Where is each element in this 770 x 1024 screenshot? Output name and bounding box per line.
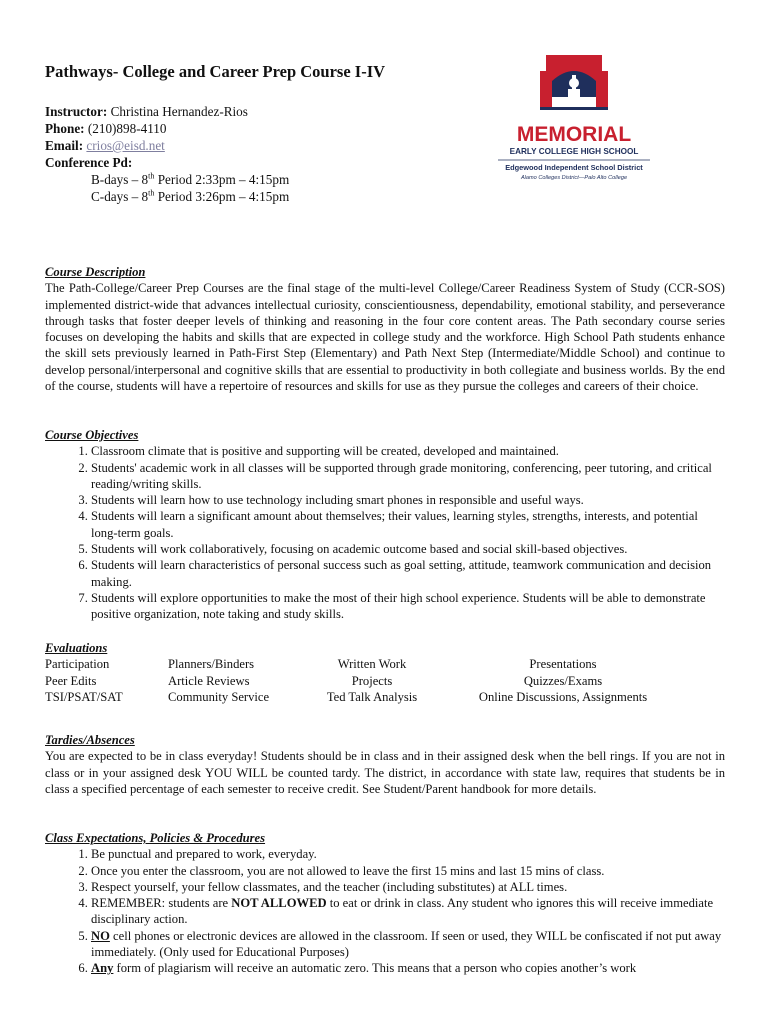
bdays-period: B-days – 8th Period 2:33pm – 4:15pm (91, 171, 290, 187)
list-item: 3. Students will learn how to use technology including smart phones in responsible and useful ways. (91, 492, 725, 508)
list-item: 6. Any form of plagiarism will receive an automatic zero. This means that a person who copies another’s work (91, 960, 725, 976)
list-item: 1. Classroom climate that is positive and supporting will be created, developed and maintained. (91, 443, 725, 459)
evaluation-item: Quizzes/Exams (523, 673, 603, 688)
school-crest-icon (488, 53, 660, 185)
list-item: 3. Respect yourself, your fellow classmates, and the teacher (including substitutes) at ALL times. (91, 879, 725, 895)
evaluation-item: Planners/Binders (168, 657, 255, 672)
course-description-section (45, 264, 725, 394)
instructor-info (45, 103, 289, 205)
expectations-list (45, 846, 725, 976)
document-title: Pathways- College and Career Prep Course I-IV (45, 62, 386, 81)
evaluations-section (45, 640, 725, 708)
email-label: Email: (45, 138, 84, 153)
instructor-label: Instructor: (45, 104, 108, 119)
instructor-line (45, 103, 289, 120)
tardies-text: You are expected to be in class everyday! Students should be in class and in their assigned desk when the bell rings. If you are not in class or in your assigned desk YOU WILL be counted tardy. The district, in accordance with state law, requires that students be in class a specified percentage of each semester to receive credit. See Student/Parent handbook for more details. (45, 749, 725, 796)
logo-district: Edgewood Independent School District (505, 163, 643, 172)
email-line (45, 137, 289, 154)
course-objectives-heading: Course Objectives (45, 428, 139, 442)
list-item: 7. Students will explore opportunities to make the most of their high school experience. Students will be able to demonstrate positive organization, note taking and study skills. (91, 590, 725, 623)
evaluation-item: Peer Edits (45, 673, 97, 688)
list-item: 2. Once you enter the classroom, you are not allowed to leave the first 15 mins and last 15 mins of class. (91, 863, 725, 879)
logo-partners: Alamo Colleges District—Palo Alto College (520, 175, 628, 181)
list-item: 6. Students will learn characteristics of personal success such as goal setting, attitude, teamwork communication and decision making. (91, 557, 725, 590)
list-item: 4. REMEMBER: students are NOT ALLOWED to eat or drink in class. Any student who ignores this will receive immediate disciplinary action. (91, 895, 725, 928)
evaluation-item: Participation (45, 657, 110, 672)
phone-number: (210)898-4110 (84, 121, 167, 136)
cdays-period: C-days – 8th Period 3:26pm – 4:15pm (91, 188, 290, 204)
course-objectives-section (45, 427, 725, 623)
evaluation-item: Ted Talk Analysis (326, 689, 418, 704)
evaluations-column-1 (45, 656, 123, 705)
email-link[interactable]: crios@eisd.net (86, 138, 165, 153)
evaluation-item: Article Reviews (168, 673, 250, 688)
evaluation-item: Online Discussions, Assignments (478, 689, 648, 704)
evaluation-item: Presentations (529, 657, 597, 672)
objectives-list (45, 443, 725, 622)
evaluations-column-3 (320, 656, 424, 705)
school-logo (488, 53, 660, 185)
evaluations-column-2 (168, 656, 269, 705)
evaluation-item: Written Work (337, 657, 407, 672)
phone-label: Phone: (45, 121, 85, 136)
evaluation-item: Projects (351, 673, 393, 688)
tardies-heading: Tardies/Absences (45, 733, 135, 747)
list-item: 1. Be punctual and prepared to work, everyday. (91, 846, 725, 862)
course-description-text: The Path-College/Career Prep Courses are the final stage of the multi-level College/Career Readiness System of Study (CCR-SOS) implemented district-wide that advances intellectual curiosity, conscientiousness, dependability, emotional stability, and perseverance through tasks that foster deeper levels of thinking and reasoning in the four core content areas. The Path secondary course series focuses on developing the habits and skills that are expected in college study and the workforce. High School Path students enhance the skill sets previously learned in Path-First Step (Elementary) and Path Next Step (Intermediate/Middle School) and continue to develop personal/interpersonal and cognitive skills that are essential to productivity in both collegiate and business worlds. By the end of the course, students will have a repertoire of resources and skills for use as they pursue the colleges and careers of their choice. (45, 281, 725, 394)
conference-label: Conference Pd: (45, 155, 133, 170)
tardies-section (45, 732, 725, 797)
expectations-heading: Class Expectations, Policies & Procedures (45, 831, 266, 845)
evaluations-grid (45, 656, 725, 708)
list-item: 5. Students will work collaboratively, focusing on academic outcome based and social skill-based objectives. (91, 541, 725, 557)
conference-line (45, 154, 289, 171)
list-item: 2. Students' academic work in all classes will be supported through grade monitoring, conferencing, peer tutoring, and critical reading/writing skills. (91, 460, 725, 493)
evaluation-item: TSI/PSAT/SAT (45, 689, 123, 704)
logo-school-name: MEMORIAL (516, 123, 632, 146)
logo-subtitle: EARLY COLLEGE HIGH SCHOOL (509, 147, 639, 156)
evaluation-item: Community Service (168, 689, 270, 704)
instructor-name: Christina Hernandez-Rios (107, 104, 248, 119)
evaluations-heading: Evaluations (45, 641, 108, 655)
evaluations-column-4 (465, 656, 661, 705)
list-item: 4. Students will learn a significant amount about themselves; their values, learning styles, strengths, interests, and potential long-term goals. (91, 508, 725, 541)
course-description-heading: Course Description (45, 265, 146, 279)
phone-line (45, 120, 289, 137)
expectations-section (45, 830, 725, 977)
list-item: 5. NO cell phones or electronic devices are allowed in the classroom. If seen or used, they WILL be confiscated if not put away immediately. (Only used for Educational Purposes) (91, 928, 725, 961)
